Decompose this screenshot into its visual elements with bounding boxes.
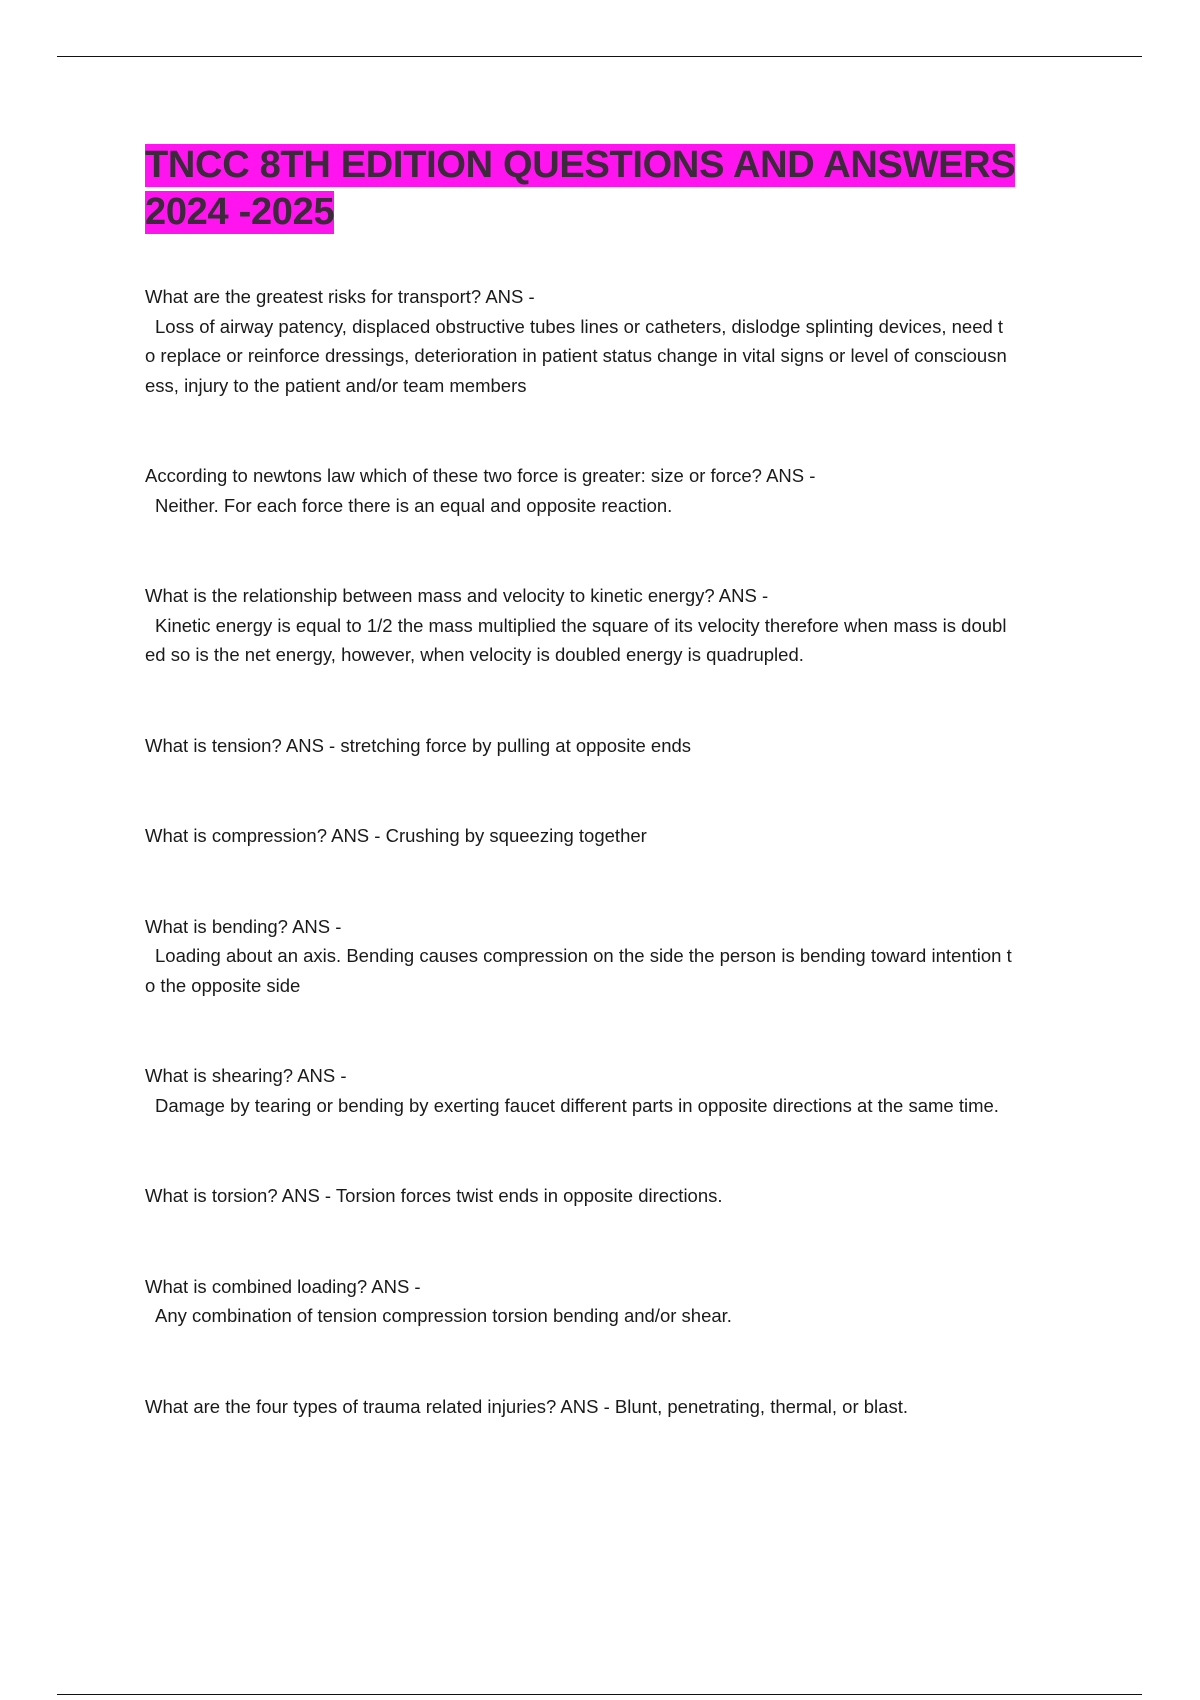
qa-item [145, 821, 1090, 851]
answer-line: Neither. For each force there is an equal and opposite reaction. [155, 494, 673, 516]
question-text: What is compression? ANS - Crushing by squeezing together [145, 825, 647, 846]
qa-item [145, 1061, 1090, 1120]
answer-line: Loading about an axis. Bending causes compression on the side the person is bending toward intention t [155, 945, 1012, 966]
title-line-1: TNCC 8TH EDITION QUESTIONS AND ANSWERS [145, 144, 1016, 186]
title-line-2: 2024 -2025 [145, 191, 335, 233]
answer-line: Kinetic energy is equal to 1/2 the mass multiplied the square of its velocity therefore when mass is doubl [155, 614, 1007, 636]
question-text: What is shearing? ANS - [145, 1065, 347, 1086]
answer-line: o the opposite side [145, 974, 301, 996]
question-text: What is torsion? ANS - Torsion forces twist ends in opposite directions. [145, 1185, 723, 1206]
answer-line: Loss of airway patency, displaced obstructive tubes lines or catheters, dislodge splinting devices, need t [155, 315, 1004, 337]
question-text: What are the greatest risks for transport? ANS - [145, 286, 535, 307]
qa-item [145, 1392, 1090, 1422]
top-divider [57, 56, 1142, 57]
qa-item [145, 461, 1090, 520]
bottom-divider [57, 1694, 1142, 1695]
answer-line: ed so is the net energy, however, when velocity is doubled energy is quadrupled. [145, 644, 804, 665]
answer-line: Damage by tearing or bending by exerting faucet different parts in opposite directions at the same time. [155, 1094, 999, 1116]
question-text: What are the four types of trauma related injuries? ANS - Blunt, penetrating, thermal, or blast. [145, 1395, 908, 1417]
answer-line: o replace or reinforce dressings, deterioration in patient status change in vital signs or level of consciousn [145, 345, 1007, 366]
document-title [145, 142, 1090, 236]
document-body [145, 142, 1090, 1421]
qa-item [145, 581, 1090, 670]
qa-item [145, 282, 1090, 400]
question-text: What is tension? ANS - stretching force by pulling at opposite ends [145, 734, 692, 756]
answer-line: ess, injury to the patient and/or team members [145, 374, 527, 396]
question-text: According to newtons law which of these two force is greater: size or force? ANS - [145, 465, 816, 486]
qa-item [145, 1181, 1090, 1211]
question-text: What is the relationship between mass and velocity to kinetic energy? ANS - [145, 585, 769, 606]
qa-item [145, 1272, 1090, 1331]
answer-line: Any combination of tension compression torsion bending and/or shear. [155, 1305, 732, 1326]
qa-item [145, 731, 1090, 761]
question-text: What is bending? ANS - [145, 915, 342, 937]
qa-item [145, 912, 1090, 1001]
question-text: What is combined loading? ANS - [145, 1275, 421, 1297]
